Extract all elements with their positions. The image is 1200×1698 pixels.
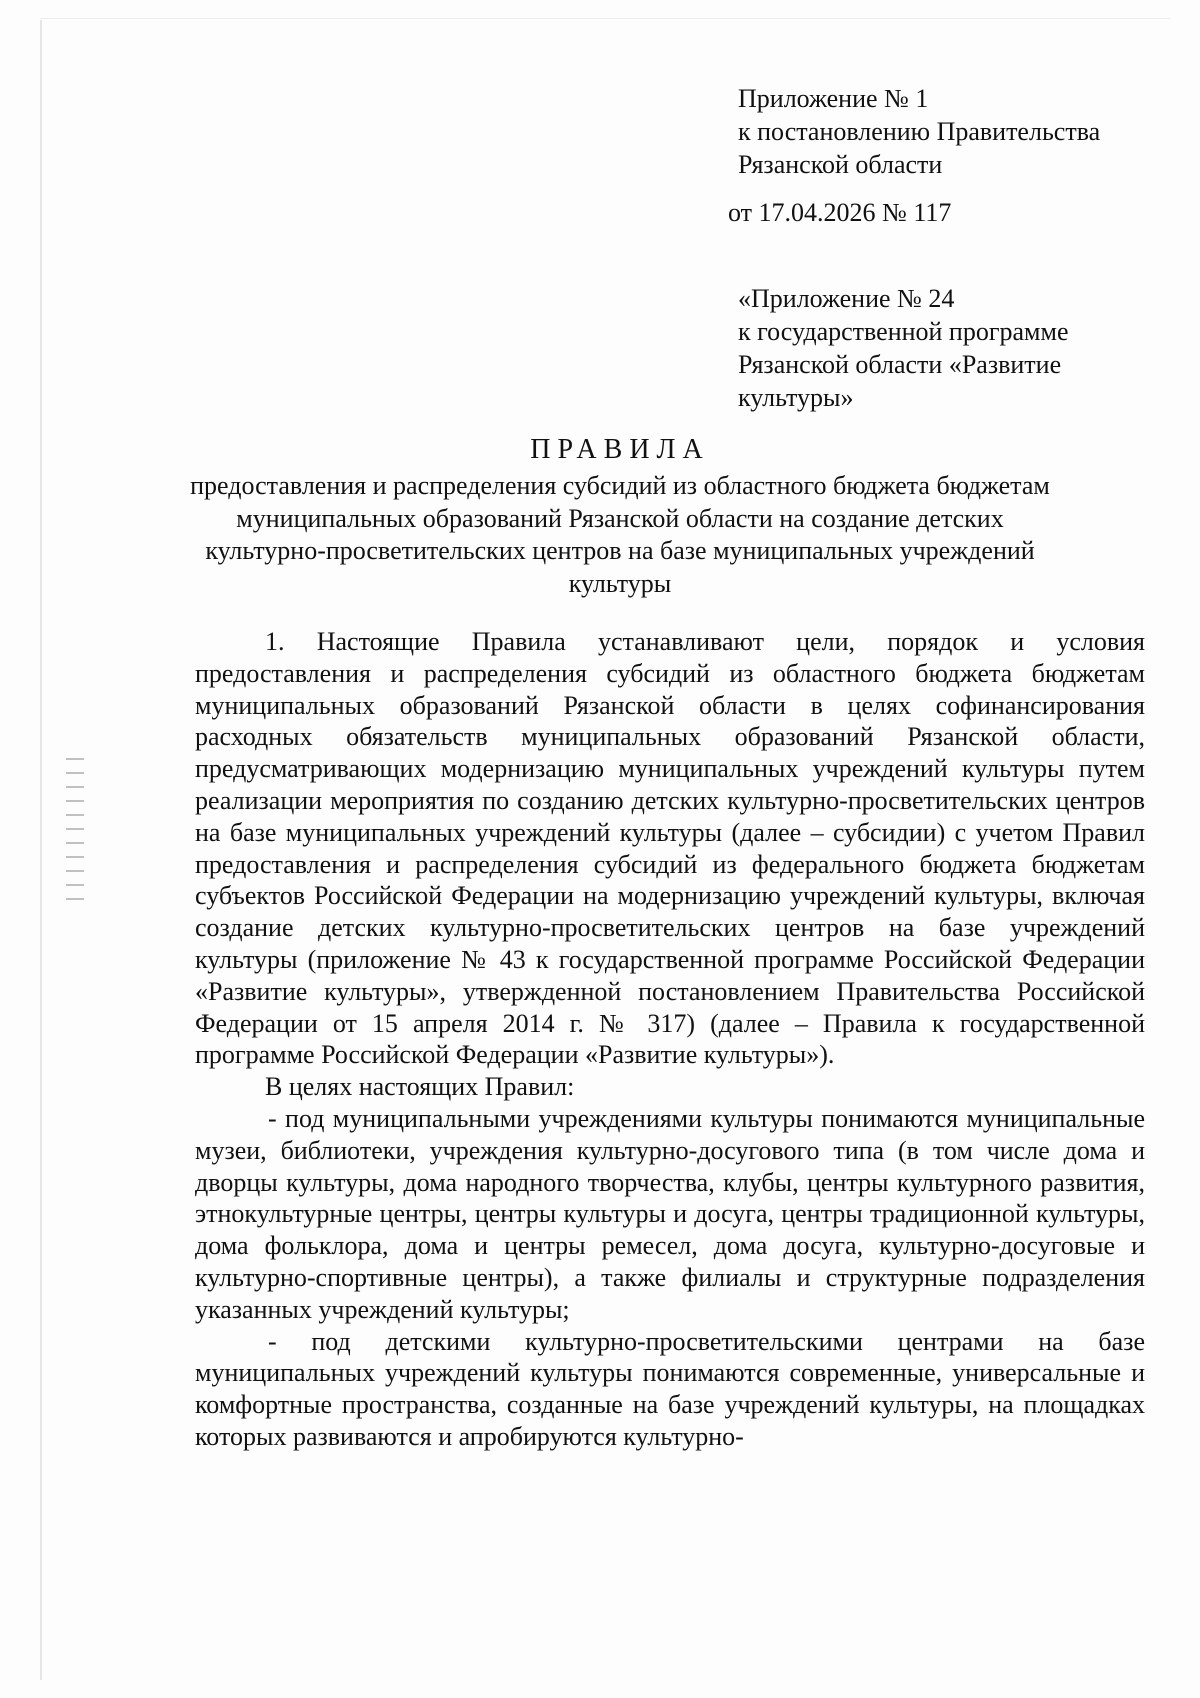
document-title: ПРАВИЛА: [530, 434, 710, 465]
appendix-24-line1: «Приложение № 24: [738, 284, 955, 313]
appendix-1-line2: к постановлению Правительства: [738, 117, 1101, 146]
paragraph-4: - под детскими культурно-просветительскими центрами на базе муниципальных учреждений культуры понимаются современные, универсальные и комфортные пространства, созданные на базе учреждений культуры, на площадках которых развиваются и апробируются культурно-: [195, 1326, 1145, 1451]
paragraph-3: - под муниципальными учреждениями культуры понимаются муниципальные музеи, библиотеки, учреждения культурно-досугового типа (в том числе дома и дворцы культуры, дома народного творчества, клубы, центры культурного развития, этнокультурные центры, центры культуры и досуга, центры традиционной культуры, дома фольклора, дома и центры ремесел, дома досуга, культурно-досуговые и культурно-спортивные центры), а также филиалы и структурные подразделения указанных учреждений культуры;: [195, 1103, 1145, 1324]
appendix-24-line3: Рязанской области «Развитие: [738, 350, 1062, 379]
title-block: [180, 432, 1060, 600]
document-subtitle: предоставления и распределения субсидий из областного бюджета бюджетам муниципальных образований Рязанской области на создание детских культурно-просветительских центров на базе муниципальных учреждений культуры: [190, 471, 1050, 598]
page-left-edge: [40, 20, 42, 1680]
paragraph-1: 1. Настоящие Правила устанавливают цели, порядок и условия предоставления и распределения субсидий из областного бюджета бюджетам муниципальных образований Рязанской области в целях софинансирования расходных обязательств муниципальных образований Рязанской области, предусматривающих модернизацию муниципальных учреждений культуры путем реализации мероприятия по созданию детских культурно-просветительских центров на базе муниципальных учреждений культуры (далее – субсидии) с учетом Правил предоставления и распределения субсидий из федерального бюджета бюджетам субъектов Российской Федерации на модернизацию учреждений культуры, включая создание детских культурно-просветительских центров на базе учреждений культуры (приложение № 43 к государственной программе Российской Федерации «Развитие культуры», утвержденной постановлением Правительства Российской Федерации от 15 апреля 2014 г. № 317) (далее – Правила к государственной программе Российской Федерации «Развитие культуры»).: [195, 627, 1145, 1070]
appendix-1-date: [728, 196, 951, 229]
page-top-edge: [40, 18, 1170, 19]
appendix-1-line3: Рязанской области: [738, 150, 943, 179]
appendix-24-line2: к государственной программе: [738, 317, 1069, 346]
appendix-24-line4: культуры»: [738, 383, 854, 412]
appendix-24-header: [738, 282, 1069, 414]
appendix-1-date-line: от 17.04.2026 № 117: [728, 198, 952, 227]
document-body: [195, 626, 1145, 1453]
appendix-1-line1: Приложение № 1: [738, 84, 929, 113]
appendix-1-header: [738, 82, 1100, 181]
paragraph-2: В целях настоящих Правил:: [265, 1072, 575, 1102]
scan-artifact: [66, 752, 84, 912]
